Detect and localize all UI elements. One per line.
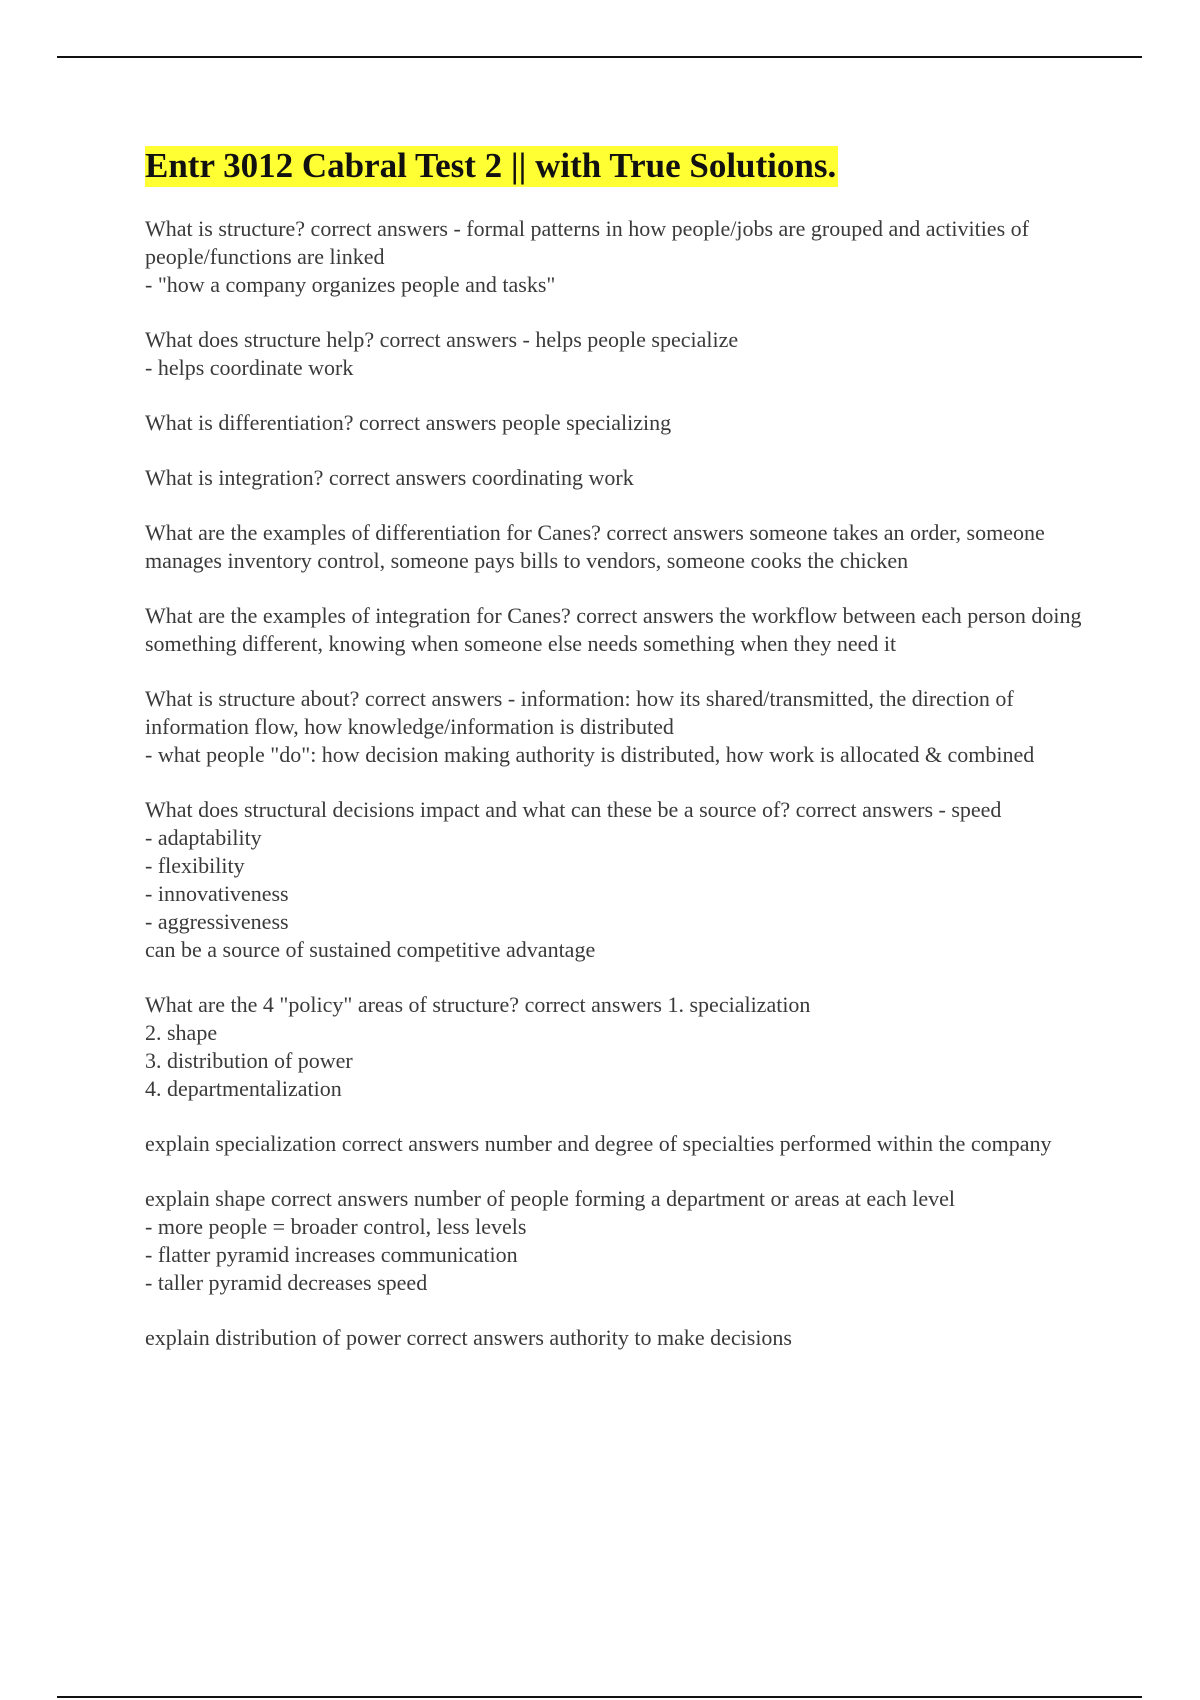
document-title [145, 143, 1095, 189]
qa-entry: What is structure? correct answers - formal patterns in how people/jobs are grouped and activities of people/functions are linked - "how a company organizes people and tasks" [145, 216, 1029, 297]
qa-entry: What is differentiation? correct answers people specializing [145, 410, 672, 435]
qa-entry: explain distribution of power correct answers authority to make decisions [145, 1325, 792, 1350]
top-divider [57, 56, 1142, 58]
document-body [145, 143, 1095, 1379]
bottom-divider [57, 1696, 1142, 1698]
qa-entry: What does structure help? correct answers - helps people specialize - helps coordinate work [145, 327, 739, 380]
qa-entry: What does structural decisions impact and what can these be a source of? correct answers - speed - adaptability - flexibility - innovativeness - aggressiveness can be a source of sustained competitive advantage [145, 797, 1002, 962]
qa-entry: What is structure about? correct answers - information: how its shared/transmitted, the direction of information flow, how knowledge/information is distributed - what people "do": how decision making authority is distributed, how work is allocated & combined [145, 686, 1035, 767]
qa-entry: What are the examples of integration for Canes? correct answers the workflow between each person doing something different, knowing when someone else needs something when they need it [145, 603, 1082, 656]
qa-entry: What are the examples of differentiation for Canes? correct answers someone takes an order, someone manages inventory control, someone pays bills to vendors, someone cooks the chicken [145, 520, 1045, 573]
qa-entry: explain specialization correct answers number and degree of specialties performed within the company [145, 1131, 1052, 1156]
qa-entry: What are the 4 "policy" areas of structure? correct answers 1. specialization 2. shape 3. distribution of power 4. departmentalization [145, 992, 811, 1101]
title-highlight: Entr 3012 Cabral Test 2 || with True Solutions. [145, 146, 837, 185]
qa-entry: explain shape correct answers number of people forming a department or areas at each level - more people = broader control, less levels - flatter pyramid increases communication - taller pyramid decreases speed [145, 1186, 955, 1295]
qa-list [145, 215, 1095, 1352]
qa-entry: What is integration? correct answers coordinating work [145, 465, 634, 490]
